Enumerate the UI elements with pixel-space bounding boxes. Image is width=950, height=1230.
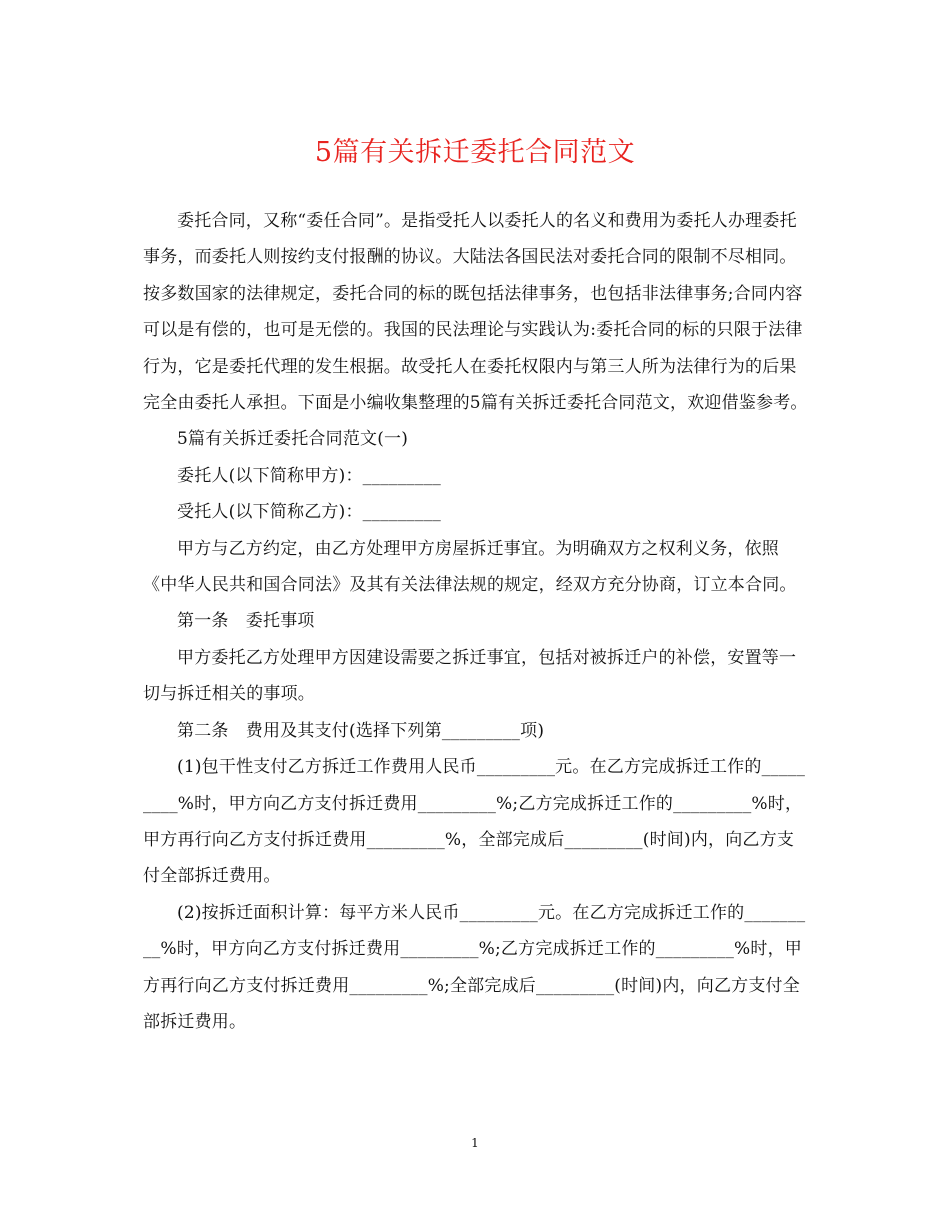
paragraph-agent: 受托人(以下简称乙方)：_________ bbox=[177, 502, 441, 523]
paragraph-article-2-option-1: (1)包干性支付乙方拆迁工作费用人民币_________元。在乙方完成拆迁工作的_________%时，甲方向乙方支付拆迁费用_________%;乙方完成拆迁工作的_________%时，甲方再行向乙方支付拆迁费用_________%，全部完成后_________(时间)内，向乙方支付全部拆迁费用。 bbox=[143, 757, 806, 887]
paragraph-intro: 委托合同，又称“委任合同”。是指受托人以委托人的名义和费用为委托人办理委托事务，而委托人则按约支付报酬的协议。大陆法各国民法对委托合同的限制不尽相同。按多数国家的法律规定，委托合同的标的既包括法律事务，也包括非法律事务;合同内容可以是有偿的，也可是无偿的。我国的民法理论与实践认为:委托合同的标的只限于法律行为，它是委托代理的发生根据。故受托人在委托权限内与第三人所为法律行为的后果完全由委托人承担。下面是小编收集整理的5篇有关拆迁委托合同范文，欢迎借鉴参考。 bbox=[143, 211, 808, 414]
paragraph-principal: 委托人(以下简称甲方)：_________ bbox=[177, 465, 441, 486]
page-number: 1 bbox=[471, 1136, 479, 1150]
document-title: 5篇有关拆迁委托合同范文 bbox=[314, 137, 636, 168]
paragraph-article-2-heading: 第二条 费用及其支付(选择下列第_________项) bbox=[177, 720, 545, 741]
paragraph-article-2-option-2: (2)按拆迁面积计算：每平方米人民币_________元。在乙方完成拆迁工作的_________%时，甲方向乙方支付拆迁费用_________%;乙方完成拆迁工作的_________%时，甲方再行向乙方支付拆迁费用_________%;全部完成后_________(时间)内，向乙方支付全部拆迁费用。 bbox=[143, 902, 806, 1032]
paragraph-section-heading: 5篇有关拆迁委托合同范文(一) bbox=[177, 429, 409, 450]
paragraph-article-1-body: 甲方委托乙方处理甲方因建设需要之拆迁事宜，包括对被拆迁户的补偿，安置等一切与拆迁相关的事项。 bbox=[143, 647, 797, 705]
paragraph-agreement: 甲方与乙方约定，由乙方处理甲方房屋拆迁事宜。为明确双方之权利义务，依照《中华人民共和国合同法》及其有关法律法规的规定，经双方充分协商，订立本合同。 bbox=[143, 538, 797, 596]
document-body bbox=[143, 203, 808, 1040]
paragraph-article-1-heading: 第一条 委托事项 bbox=[177, 611, 315, 632]
